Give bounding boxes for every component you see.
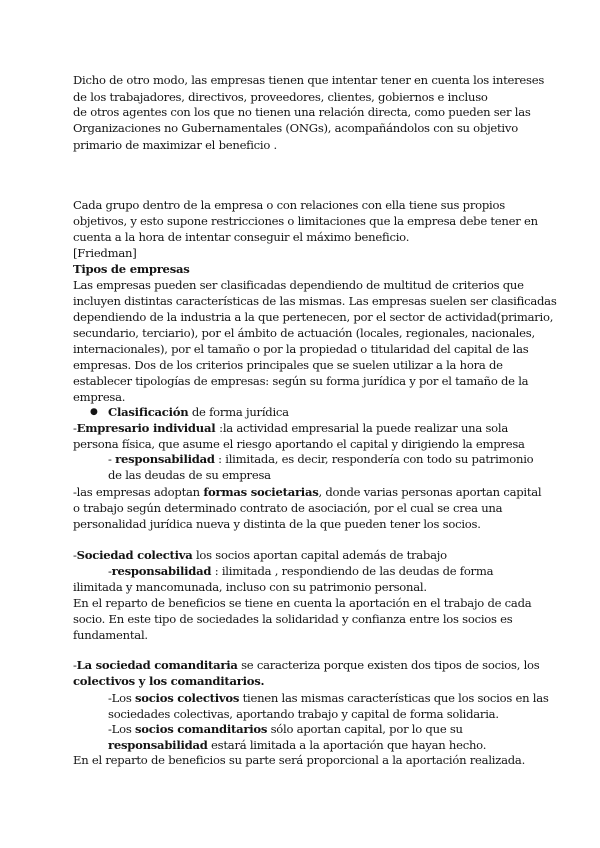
individual-line: [73, 420, 508, 437]
resp-text: : ilimitada , respondiendo de las deudas de forma: [211, 564, 494, 578]
socios-colectivos-term: socios colectivos: [134, 691, 240, 705]
comanditaria-line: En el reparto de beneficios su parte será proporcional a la aportación realizada.: [73, 753, 526, 767]
socios-comanditarios-text: sólo aportan capital, por lo que su: [267, 722, 463, 736]
section-line: empresa.: [73, 390, 126, 404]
socios-colectivos: [108, 690, 549, 707]
societarias-line: [73, 484, 541, 501]
para1-line: Organizaciones no Gubernamentales (ONGs), acompañándolos con su objetivo: [73, 121, 518, 135]
colectiva-text: los socios aportan capital además de trabajo: [192, 548, 447, 562]
individual-line: persona física, que asume el riesgo aportando el capital y dirigiendo la empresa: [73, 437, 525, 451]
colectiva-line: ilimitada y mancomunada, incluso con su patrimonio personal.: [73, 580, 427, 594]
bullet-bold: Clasificación: [108, 405, 189, 419]
societarias-line: o trabajo según determinado contrato de asociación, por el cual se crea una: [73, 501, 503, 515]
para1-line: primario de maximizar el beneficio .: [73, 138, 277, 152]
socios-comanditarios-term: socios comanditarios: [134, 722, 268, 736]
dash: -: [108, 452, 116, 466]
resp-term: responsabilidad: [108, 738, 208, 752]
individual-text: :la actividad empresarial la puede realizar una sola: [219, 421, 509, 435]
bullet-item: [108, 404, 289, 421]
socios-colectivos-text: tienen las mismas características que los socios en las: [239, 691, 549, 705]
section-line: establecer tipologías de empresas: según su forma jurídica y por el tamaño de la: [73, 374, 529, 388]
para1-line: Dicho de otro modo, las empresas tienen que intentar tener en cuenta los intereses: [73, 73, 545, 87]
resp-term: responsabilidad: [111, 564, 212, 578]
societarias-pre: -las empresas adoptan: [73, 485, 204, 499]
section-heading: Tipos de empresas: [73, 262, 190, 276]
societarias-term: formas societarias: [203, 485, 319, 499]
societarias-line: personalidad jurídica nueva y distinta de la que pueden tener los socios.: [73, 517, 481, 531]
comanditaria-text: se caracteriza porque existen dos tipos de socios, los: [237, 658, 540, 672]
section-line: incluyen distintas características de las mismas. Las empresas suelen ser clasificadas: [73, 294, 557, 308]
resp-term: responsabilidad: [115, 452, 215, 466]
para2-line: objetivos, y esto supone restricciones o limitaciones que la empresa debe tener en: [73, 214, 538, 228]
section-line: empresas. Dos de los criterios principales que se suelen utilizar a la hora de: [73, 358, 503, 372]
bullet-text: de forma jurídica: [188, 405, 289, 419]
colectiva-resp: [108, 563, 493, 580]
para1-line: de otros agentes con los que no tienen una relación directa, como pueden ser las: [73, 105, 531, 119]
para2-line: cuenta a la hora de intentar conseguir el máximo beneficio.: [73, 230, 410, 244]
colectiva-line: socio. En este tipo de sociedades la solidaridad y confianza entre los socios es: [73, 612, 513, 626]
resp-text: : ilimitada, es decir, respondería con todo su patrimonio: [214, 452, 534, 466]
resp-text: estará limitada a la aportación que hayan hecho.: [207, 738, 487, 752]
dash: -: [73, 421, 77, 435]
individual-term: Empresario individual: [76, 421, 220, 435]
socios-comanditarios: [108, 721, 463, 738]
socios-colectivos-line: sociedades colectivas, aportando trabajo y capital de forma solidaria.: [108, 707, 499, 721]
comanditaria-line: [73, 657, 540, 674]
section-line: Las empresas pueden ser clasificadas dependiendo de multitud de criterios que: [73, 278, 524, 292]
citation: [Friedman]: [73, 246, 137, 260]
societarias-post: , donde varias personas aportan capital: [318, 485, 542, 499]
comanditaria-line: colectivos y los comanditarios.: [73, 674, 265, 688]
individual-resp: [108, 451, 533, 468]
colectiva-line: En el reparto de beneficios se tiene en cuenta la aportación en el trabajo de cada: [73, 596, 532, 610]
section-line: internacionales), por el tamaño o por la propiedad o titularidad del capital de las: [73, 342, 529, 356]
section-line: secundario, terciario), por el ámbito de actuación (locales, regionales, nacionales,: [73, 326, 535, 340]
dash: -: [73, 548, 77, 562]
socios-pre: -Los: [108, 722, 135, 736]
individual-resp-line: de las deudas de su empresa: [108, 468, 271, 482]
dash: -: [108, 564, 112, 578]
para1-line: de los trabajadores, directivos, proveedores, clientes, gobiernos e incluso: [73, 90, 488, 104]
comanditaria-term: La sociedad comanditaria: [76, 658, 238, 672]
colectiva-term: Sociedad colectiva: [76, 548, 193, 562]
colectiva-line: fundamental.: [73, 628, 148, 642]
bullet-icon: ●: [90, 407, 98, 417]
socios-pre: -Los: [108, 691, 135, 705]
section-line: dependiendo de la industria a la que pertenecen, por el sector de actividad(primario,: [73, 310, 554, 324]
colectiva-line: [73, 547, 447, 564]
para2-line: Cada grupo dentro de la empresa o con relaciones con ella tiene sus propios: [73, 198, 505, 212]
dash: -: [73, 658, 77, 672]
